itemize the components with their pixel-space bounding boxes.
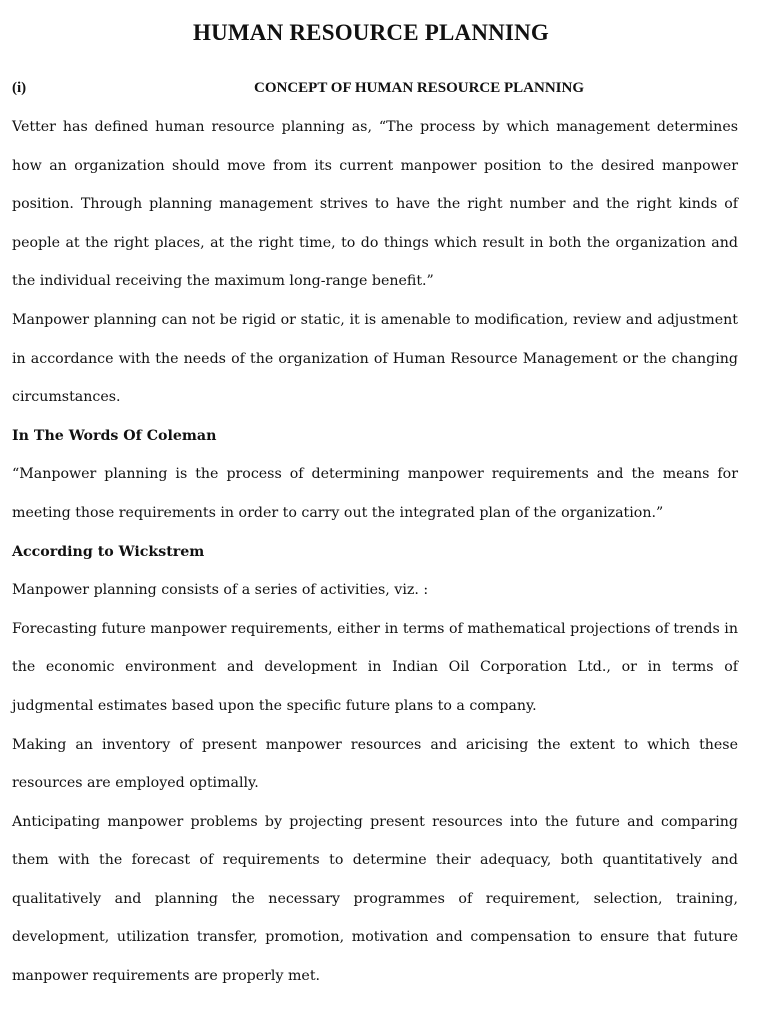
paragraph-activities-intro: Manpower planning consists of a series of activities, viz. : xyxy=(12,582,429,599)
document-title: HUMAN RESOURCE PLANNING xyxy=(192,20,549,45)
subheading-wickstrem: According to Wickstrem xyxy=(12,543,205,560)
paragraph-anticipating: Anticipating manpower problems by projecting present resources into the future and comparing them with the forecast of requirements to determine their adequacy, both quantitatively and qualitatively and planning the necessary programmes of requirement, selection, training, development, utilization transfer, promotion, motivation and compensation to ensure that future manpower requirements are properly met. xyxy=(12,813,738,985)
paragraph-flexibility: Manpower planning can not be rigid or static, it is amenable to modification, review and adjustment in accordance with the needs of the organization of Human Resource Management or the changing circumstances. xyxy=(12,311,738,406)
paragraph-coleman-quote: “Manpower planning is the process of determining manpower requirements and the means for meeting those requirements in order to carry out the integrated plan of the organization.” xyxy=(12,466,738,521)
document-body xyxy=(12,108,738,996)
section-number: (i) xyxy=(12,80,27,96)
paragraph-vetter-definition: Vetter has defined human resource planning as, “The process by which management determines how an organization should move from its current manpower position to the desired manpower position. Through planning management strives to have the right number and the right kinds of people at the right places, at the right time, to do things which result in both the organization and the individual receiving the maximum long-range benefit.” xyxy=(12,119,738,290)
paragraph-inventory: Making an inventory of present manpower resources and aricising the extent to which these resources are employed optimally. xyxy=(12,736,738,792)
subheading-coleman: In The Words Of Coleman xyxy=(12,427,217,444)
section-heading xyxy=(12,76,738,100)
section-title: CONCEPT OF HUMAN RESOURCE PLANNING xyxy=(253,80,584,96)
paragraph-forecasting: Forecasting future manpower requirements, either in terms of mathematical projections of trends in the economic environment and development in Indian Oil Corporation Ltd., or in terms of judgmental estimates based upon the specific future plans to a company. xyxy=(12,620,738,714)
